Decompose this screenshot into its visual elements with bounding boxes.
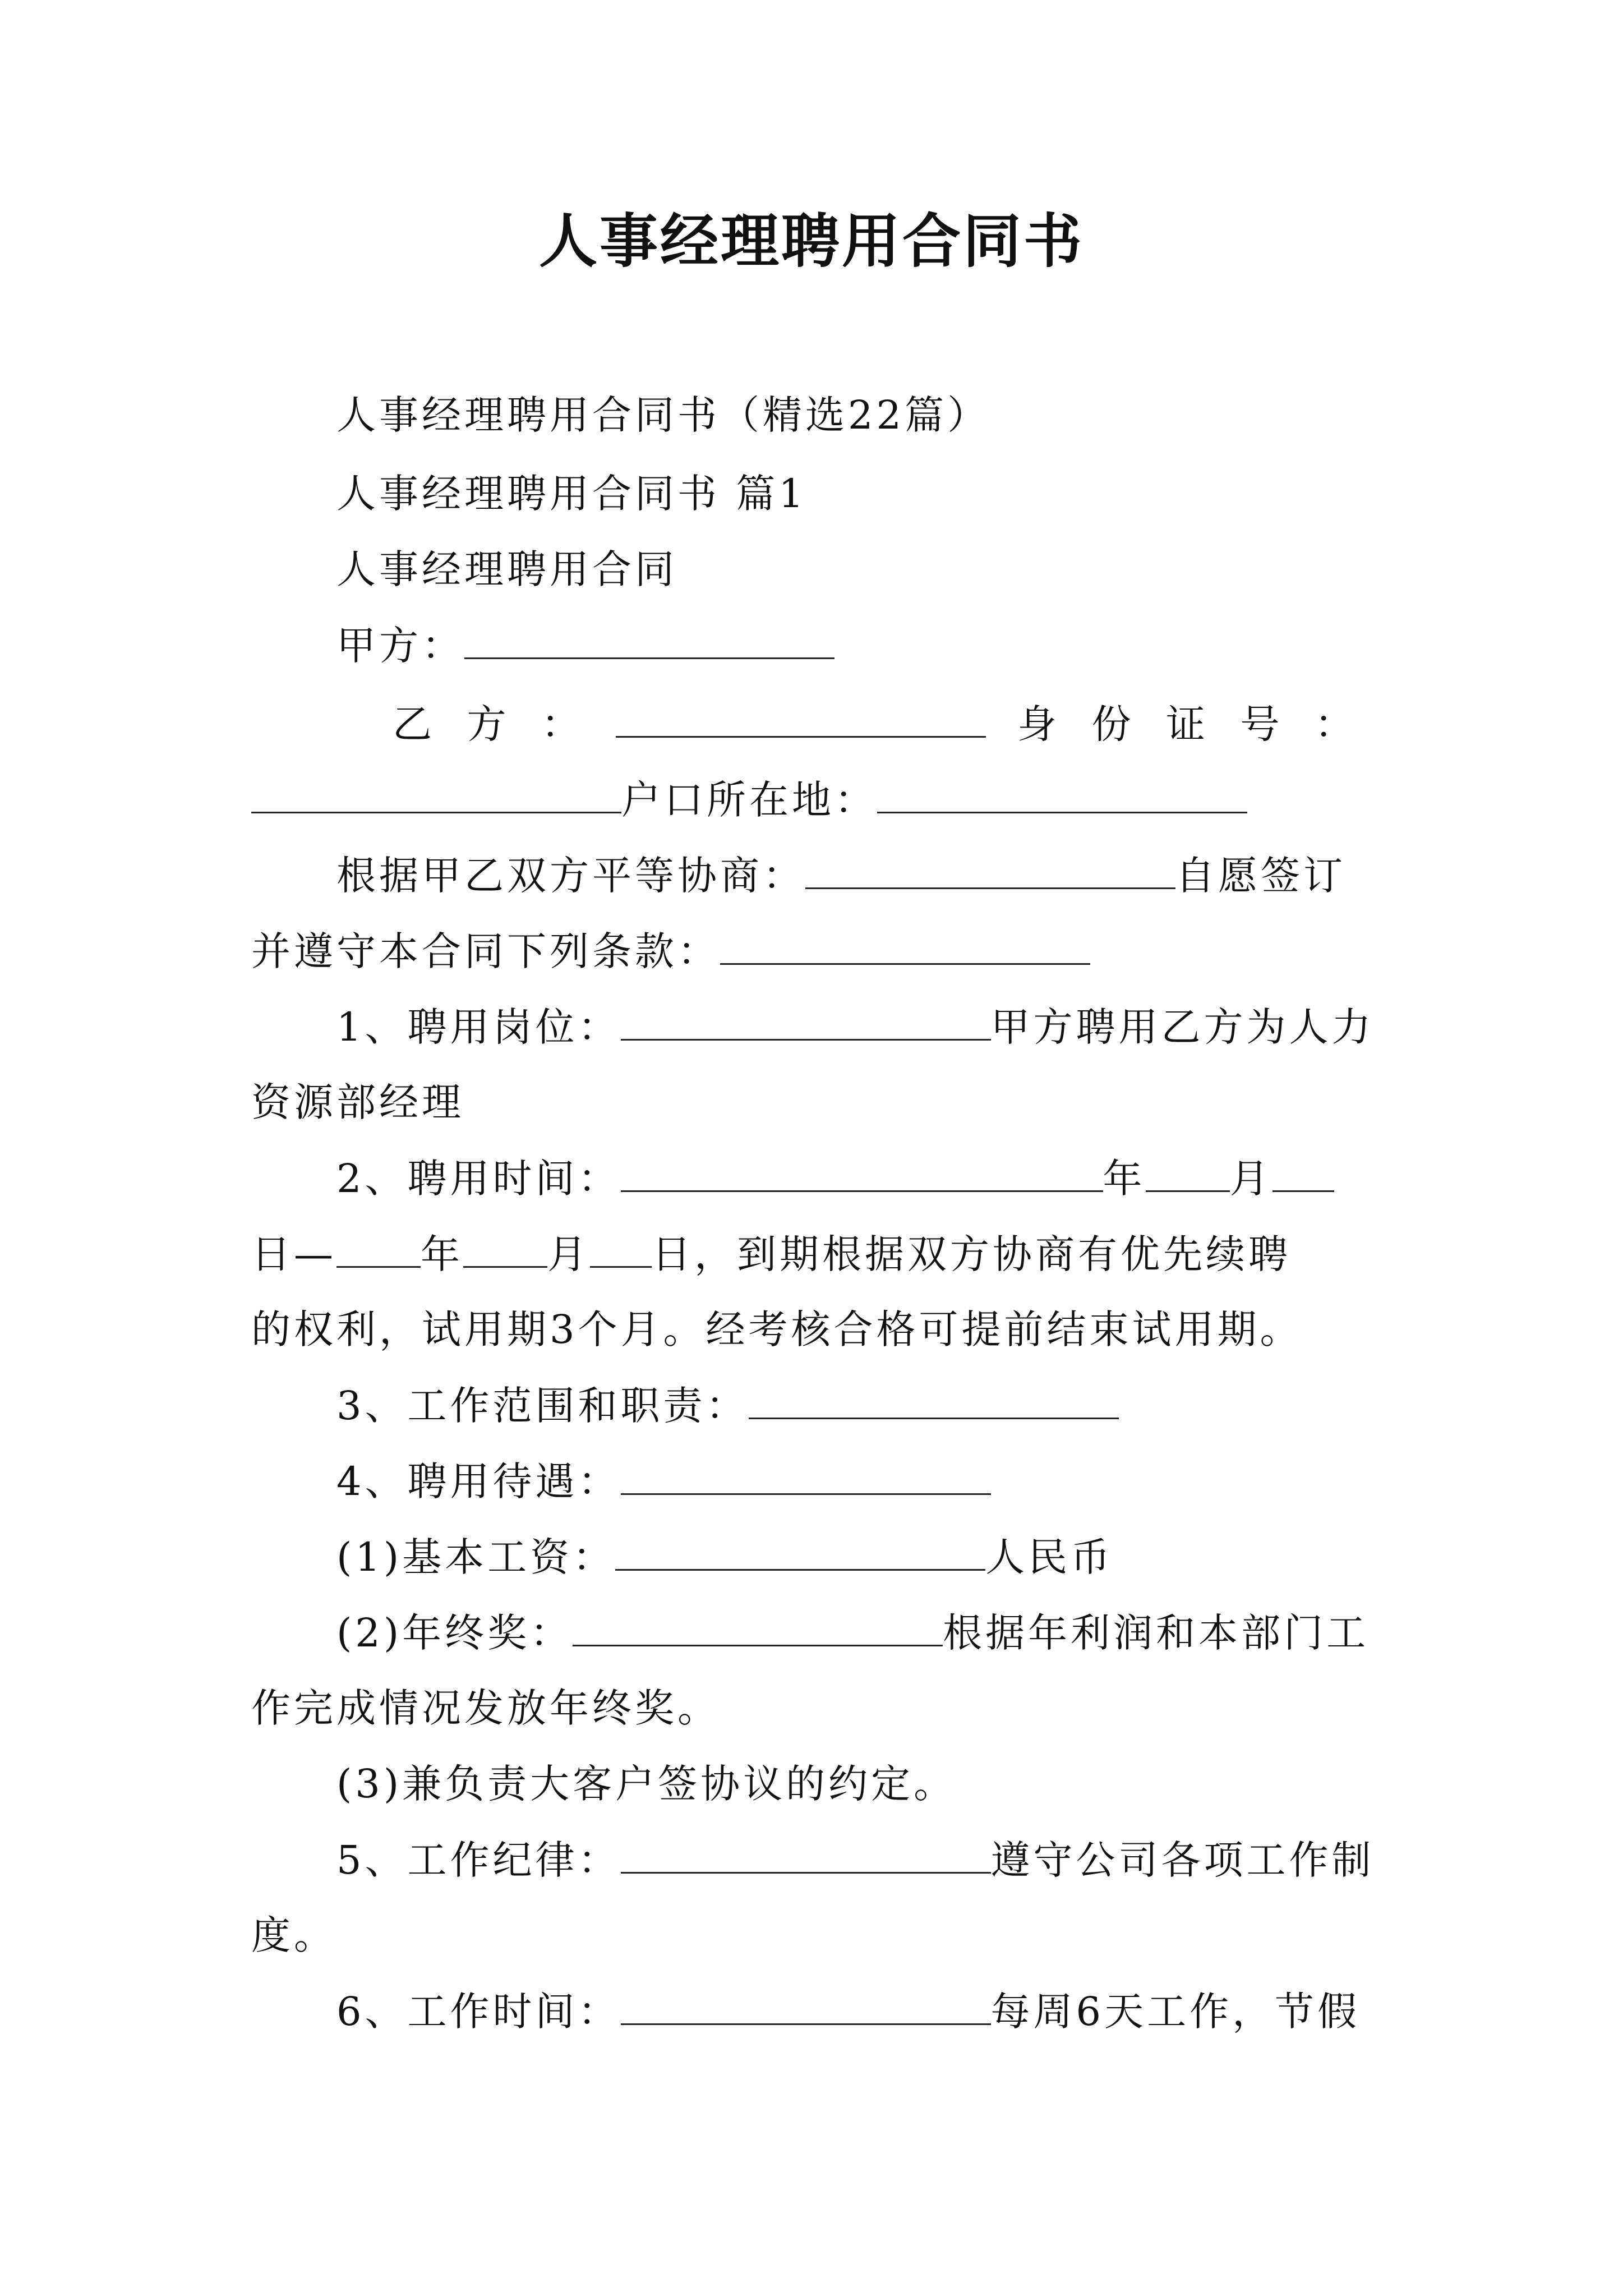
text-run: 甲方聘用乙方为人力 xyxy=(990,1004,1375,1050)
text-run: 遵守公司各项工作制 xyxy=(990,1837,1375,1883)
end-year-blank[interactable] xyxy=(336,1226,421,1268)
duties-blank[interactable] xyxy=(749,1377,1119,1419)
text-run: 人事经理聘用合同 xyxy=(336,546,677,592)
agreement-blank[interactable] xyxy=(805,847,1175,889)
document-title: 人事经理聘用合同书 xyxy=(538,206,1084,275)
text-run: 根据甲乙双方平等协商： xyxy=(336,853,805,899)
text-run: 月 xyxy=(1229,1156,1272,1202)
residence-line xyxy=(251,771,1390,828)
text-run: 人事经理聘用合同书 篇1 xyxy=(336,471,807,517)
discipline-blank[interactable] xyxy=(621,1832,991,1874)
work-hours-blank[interactable] xyxy=(621,1983,991,2025)
clause-4-2-cont xyxy=(251,1680,1390,1736)
text-run: 身 xyxy=(1017,701,1060,747)
text-run: 1、聘用岗位： xyxy=(336,1004,621,1050)
end-day-blank[interactable] xyxy=(590,1226,652,1268)
text-run: 根据年利润和本部门工 xyxy=(943,1610,1370,1656)
clause-4-3 xyxy=(251,1756,1390,1812)
start-month-blank[interactable] xyxy=(1146,1150,1230,1192)
text-run: 4、聘用待遇： xyxy=(336,1458,621,1504)
clause-4-1 xyxy=(251,1529,1390,1585)
text-run: 资源部经理 xyxy=(251,1079,464,1125)
text-run: (2)年终奖： xyxy=(336,1610,573,1656)
subtitle-line xyxy=(251,387,1390,443)
residence-blank[interactable] xyxy=(877,771,1247,813)
text-run: 人民币 xyxy=(985,1534,1114,1580)
text-run: 的权利，试用期3个月。经考核合格可提前结束试用期。 xyxy=(251,1306,1303,1352)
text-run: 自愿签订 xyxy=(1175,853,1346,899)
text-run: 并遵守本合同下列条款： xyxy=(251,928,720,974)
clause-4-2 xyxy=(251,1604,1390,1661)
agreement-line-cont xyxy=(251,923,1390,979)
text-run: 每周6天工作，节假 xyxy=(990,1989,1361,2035)
start-day-blank[interactable] xyxy=(1272,1150,1334,1192)
text-run: 5、工作纪律： xyxy=(336,1837,621,1883)
clause-5 xyxy=(251,1832,1390,1888)
text-run: 月 xyxy=(547,1231,590,1277)
text-run: 方 xyxy=(467,701,510,747)
text-run: 年 xyxy=(421,1231,463,1277)
text-run: 证 xyxy=(1166,701,1209,747)
clause-3 xyxy=(251,1377,1390,1434)
clause-2-cont-2 xyxy=(251,1301,1390,1358)
clause-6 xyxy=(251,1983,1390,2040)
clause-4 xyxy=(251,1453,1390,1510)
clause-2-cont xyxy=(251,1226,1390,1282)
clause-1-cont xyxy=(251,1074,1390,1130)
text-run: ： xyxy=(541,701,584,747)
party-b-line xyxy=(393,696,1357,752)
bonus-blank[interactable] xyxy=(573,1604,943,1646)
party-a-line xyxy=(251,617,1390,674)
clause-1 xyxy=(251,999,1390,1055)
party-a-label: 甲方： xyxy=(336,623,464,669)
text-run: 乙 xyxy=(393,701,435,747)
section-heading xyxy=(251,466,1390,522)
text-run: 人事经理聘用合同书（精选22篇） xyxy=(336,392,990,438)
text-run: 份 xyxy=(1091,701,1135,747)
text-run: 年 xyxy=(1103,1156,1146,1202)
position-blank[interactable] xyxy=(621,999,991,1041)
text-run: 日— xyxy=(251,1231,336,1277)
residence-label: 户口所在地： xyxy=(621,777,877,823)
contract-heading xyxy=(251,541,1390,597)
clause-5-cont xyxy=(251,1907,1390,1963)
text-run: (3)兼负责大客户签协议的约定。 xyxy=(336,1761,957,1807)
clause-2 xyxy=(251,1150,1390,1207)
text-run: 3、工作范围和职责： xyxy=(336,1383,749,1429)
end-month-blank[interactable] xyxy=(463,1226,547,1268)
salary-blank[interactable] xyxy=(615,1529,985,1571)
terms-blank[interactable] xyxy=(720,923,1090,965)
text-run: ： xyxy=(1315,701,1357,747)
text-run: 6、工作时间： xyxy=(336,1989,621,2035)
text-run: 号 xyxy=(1240,701,1283,747)
party-a-blank[interactable] xyxy=(464,617,834,659)
text-run: 作完成情况发放年终奖。 xyxy=(251,1685,720,1731)
id-number-blank[interactable] xyxy=(251,771,621,813)
benefits-blank[interactable] xyxy=(621,1453,991,1495)
start-year-blank[interactable] xyxy=(621,1150,1103,1192)
text-run: 日，到期根据双方协商有优先续聘 xyxy=(652,1231,1291,1277)
party-b-blank[interactable] xyxy=(616,696,986,738)
text-run: 2、聘用时间： xyxy=(336,1156,621,1202)
text-run: 度。 xyxy=(251,1912,336,1958)
text-run: (1)基本工资： xyxy=(336,1534,616,1580)
agreement-line xyxy=(251,847,1390,904)
